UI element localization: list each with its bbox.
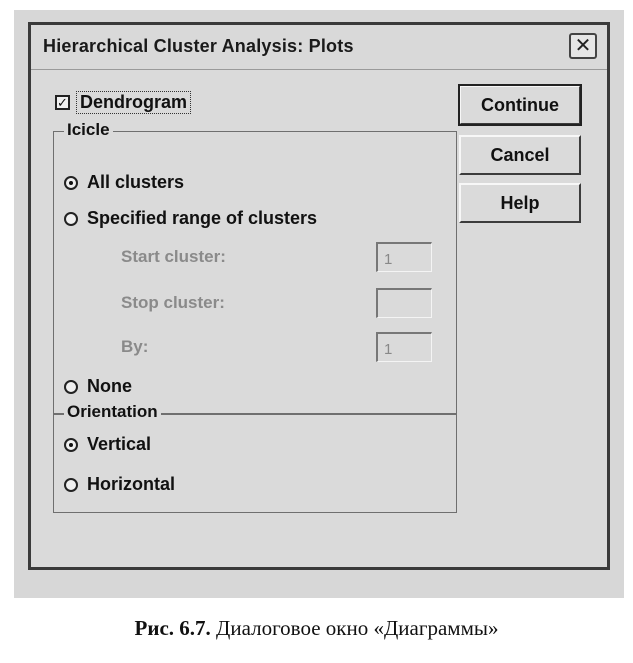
by-row	[121, 332, 432, 362]
horizontal-label: Horizontal	[87, 474, 175, 494]
radio-button-selected[interactable]	[64, 438, 78, 452]
radio-specified-range[interactable]	[64, 208, 317, 229]
close-icon: ✕	[574, 35, 592, 57]
by-label: By:	[121, 337, 149, 356]
plots-dialog	[28, 22, 610, 570]
orientation-caption: Orientation	[64, 402, 161, 422]
by-input[interactable]	[376, 332, 432, 362]
continue-button[interactable]: Continue	[459, 85, 581, 125]
figure-caption	[0, 616, 633, 641]
start-cluster-row	[121, 242, 432, 272]
radio-button[interactable]	[64, 478, 78, 492]
start-cluster-label: Start cluster:	[121, 247, 226, 266]
stop-cluster-row	[121, 288, 432, 318]
dendrogram-checkbox[interactable]	[55, 95, 70, 110]
specified-range-label: Specified range of clusters	[87, 208, 318, 228]
dendrogram-option[interactable]	[55, 91, 191, 114]
radio-horizontal[interactable]	[64, 474, 175, 495]
help-button[interactable]: Help	[459, 183, 581, 223]
radio-none[interactable]	[64, 376, 132, 397]
start-cluster-input[interactable]	[376, 242, 432, 272]
orientation-group	[53, 402, 457, 513]
dialog-title: Hierarchical Cluster Analysis: Plots	[43, 36, 354, 56]
radio-button-selected[interactable]	[64, 176, 78, 190]
icicle-caption: Icicle	[64, 120, 113, 140]
radio-button[interactable]	[64, 380, 78, 394]
figure-caption-text: Диалоговое окно «Диаграммы»	[216, 616, 499, 640]
close-button[interactable]	[569, 33, 597, 59]
icicle-group	[53, 120, 457, 415]
stop-cluster-input[interactable]	[376, 288, 432, 318]
title-bar	[31, 25, 607, 70]
vertical-label: Vertical	[87, 434, 152, 454]
dendrogram-label: Dendrogram	[76, 91, 191, 114]
none-label: None	[87, 376, 132, 396]
cancel-button[interactable]: Cancel	[459, 135, 581, 175]
figure-number: Рис. 6.7.	[134, 616, 211, 640]
checkmark-icon: ✓	[57, 95, 68, 110]
radio-vertical[interactable]	[64, 434, 151, 455]
radio-all-clusters[interactable]	[64, 172, 184, 193]
stop-cluster-label: Stop cluster:	[121, 293, 225, 312]
all-clusters-label: All clusters	[87, 172, 185, 192]
radio-button[interactable]	[64, 212, 78, 226]
